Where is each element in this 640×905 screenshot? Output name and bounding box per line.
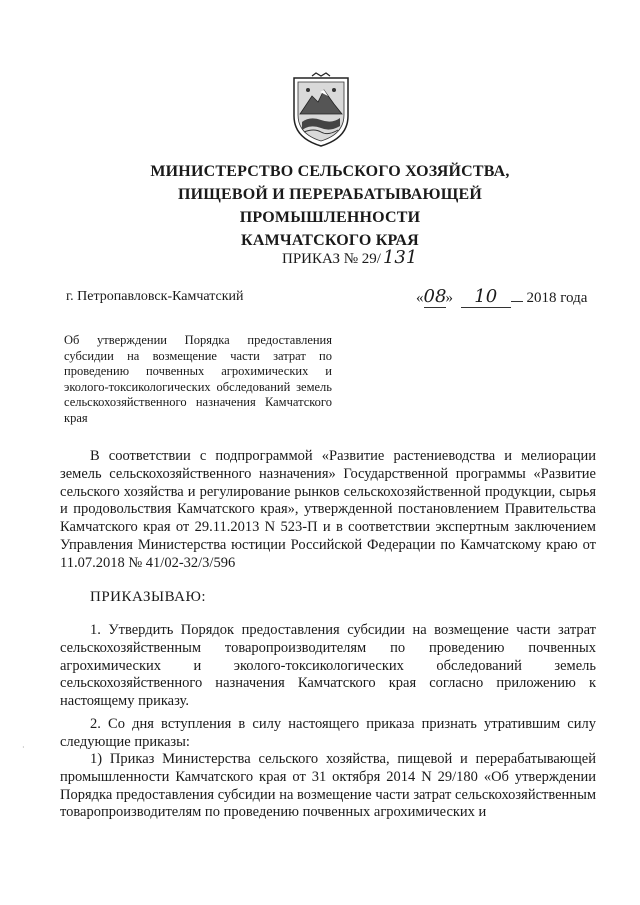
item-2: 2. Со дня вступления в силу настоящего приказа признать утратившим силу следующие приказы: xyxy=(60,716,596,750)
ministry-title-line-1: МИНИСТЕРСТВО СЕЛЬСКОГО ХОЗЯЙСТВА, xyxy=(150,163,510,180)
date-close-quote: » xyxy=(445,290,453,306)
order-number-handwritten: 131 xyxy=(382,247,418,268)
date-month-handwritten: 10 xyxy=(461,286,511,308)
city: г. Петропавловск-Камчатский xyxy=(66,289,244,304)
ministry-title-line-3: КАМЧАТСКОГО КРАЯ xyxy=(241,232,419,249)
order-word: ПРИКАЗЫВАЮ: xyxy=(90,589,207,605)
ministry-title xyxy=(100,160,560,252)
kamchatka-coat-of-arms-icon xyxy=(290,72,352,148)
ministry-title-line-2: ПИЩЕВОЙ И ПЕРЕРАБАТЫВАЮЩЕЙ ПРОМЫШЛЕННОСТИ xyxy=(177,186,482,226)
order-subject: Об утверждении Порядка предоставления субсидии на возмещение части затрат по проведению почвенных агрохимических и эколого-токсикологических обследований земель сельскохозяйственного назначения Камчатского края xyxy=(64,333,332,425)
date-open-quote: « xyxy=(416,290,424,306)
margin-mark: · xyxy=(22,743,25,752)
date-underline xyxy=(511,301,523,302)
order-date xyxy=(416,286,587,308)
item-1: 1. Утвердить Порядок предоставления субсидии на возмещение части затрат сельскохозяйственным товаропроизводителям по проведению почвенных агрохимических и эколого-токсикологических обследований земель сельскохозяйственного назначения Камчатского края согласно приложению к настоящему приказу. xyxy=(60,622,596,710)
preamble-paragraph: В соответствии с подпрограммой «Развитие растениеводства и мелиорации земель сельскохозяйственного назначения» Государственной программы «Развитие сельского хозяйства и регулирование рынков сельскохозяйственной продукции, сырья и продовольствия Камчатского края», утвержденной постановлением Правительства Камчатского края от 29.11.2013 N 523-П и в соответствии экспертным заключением Управления Министерства юстиции Российской Федерации по Камчатскому краю от 11.07.2018 № 41/02-32/3/596 xyxy=(60,448,596,571)
order-number xyxy=(282,247,417,268)
date-year: 2018 года xyxy=(526,290,588,306)
date-day-handwritten: 08 xyxy=(423,286,447,307)
order-prefix: ПРИКАЗ № 29/ xyxy=(282,251,381,267)
item-2-1: 1) Приказ Министерства сельского хозяйства, пищевой и перерабатывающей промышленности Камчатского края от 31 октября 2014 N 29/180 «Об утверждении Порядка предоставления субсидии на возмещение части затрат сельскохозяйственным товаропроизводителям по проведению почвенных агрохимических и xyxy=(60,751,596,821)
